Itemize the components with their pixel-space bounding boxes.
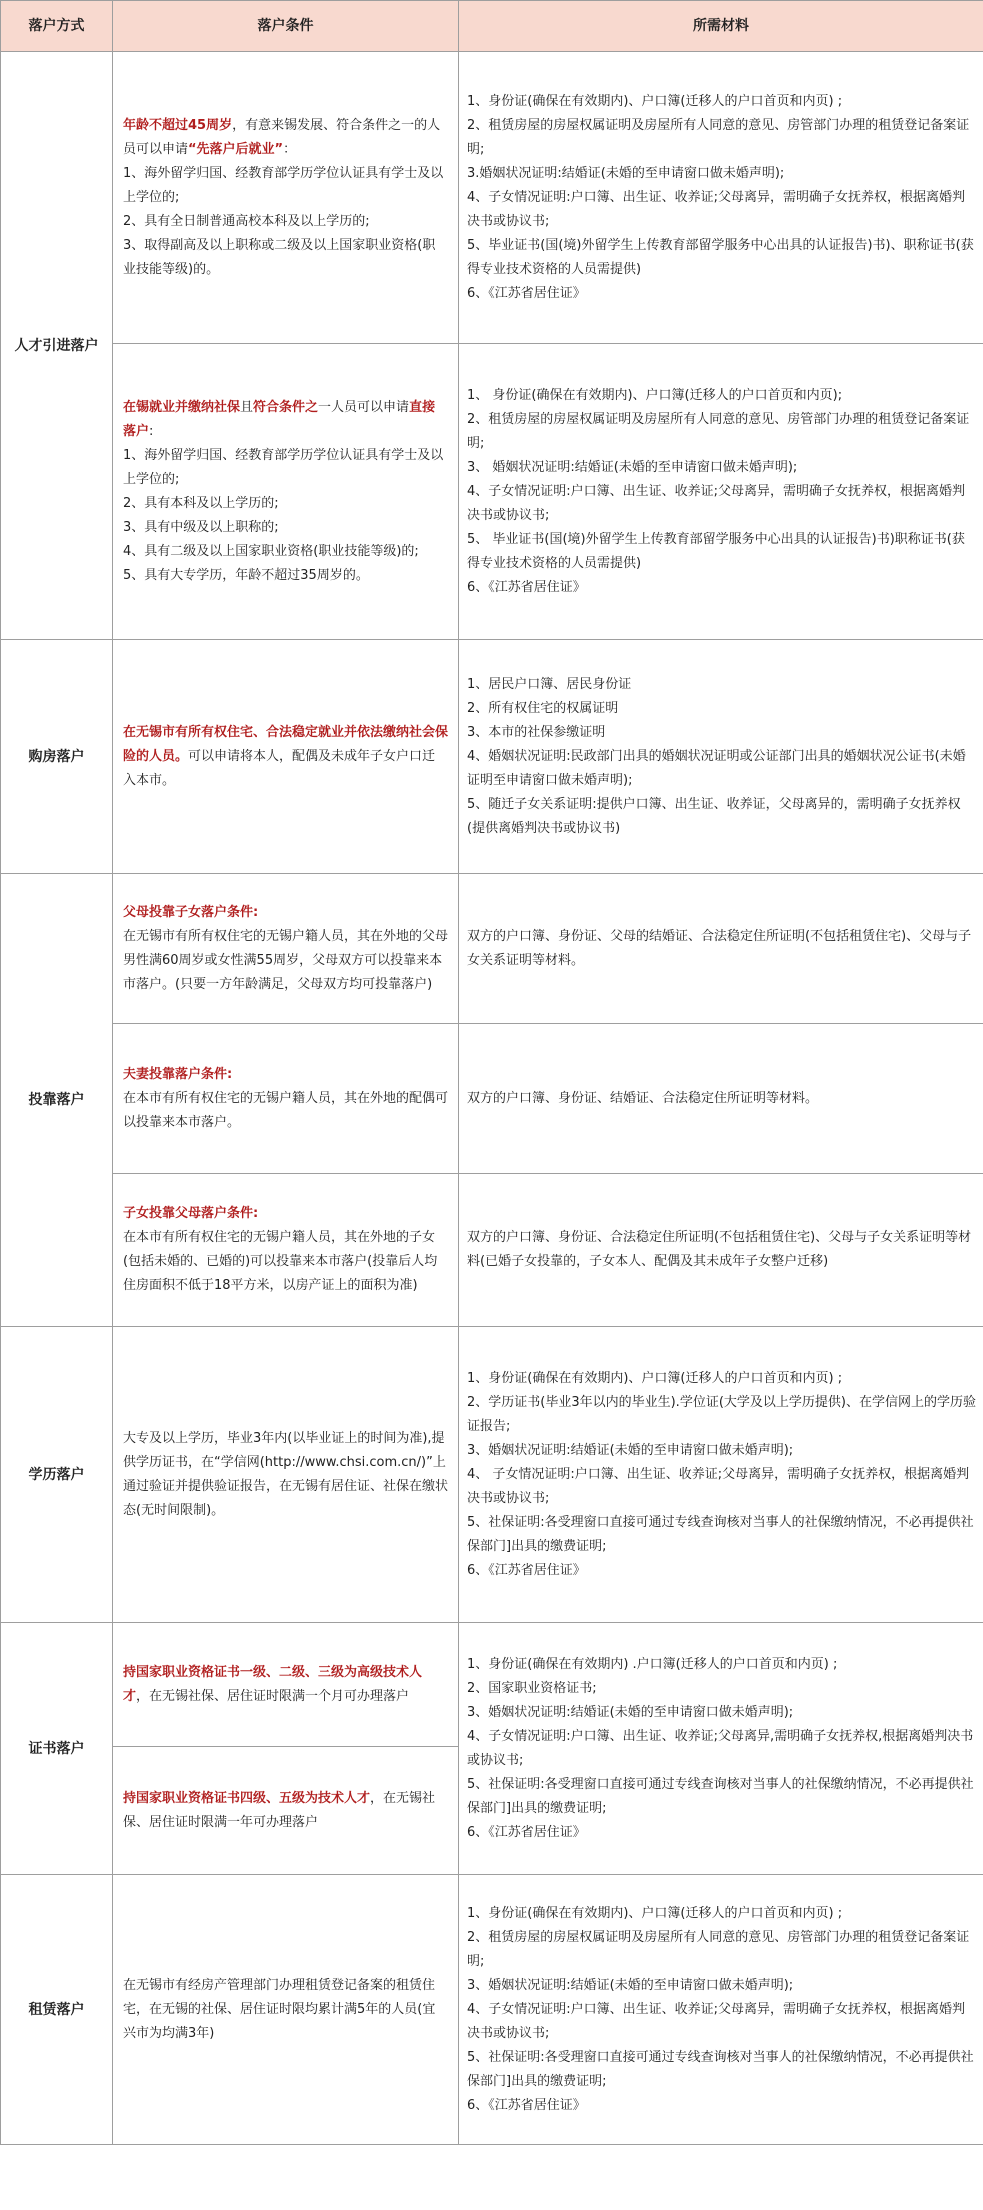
condition-certificate-senior xyxy=(113,1623,459,1747)
material-item: 1、身份证(确保在有效期内) .户口簿(迁移人的户口首页和内页) ; xyxy=(467,1656,838,1672)
material-item: 4、子女情况证明:户口簿、出生证、收养证;父母离异，需明确子女抚养权，根据离婚判决书或协议书; xyxy=(467,2001,966,2041)
condition-text: ，有意来锡发展、符合条件之一的人员可以申请 xyxy=(123,117,441,157)
material-item: 1、居民户口簿、居民身份证 xyxy=(467,676,632,692)
material-item: 4、子女情况证明:户口簿、出生证、收养证;父母离异，需明确子女抚养权，根据离婚判决书或协议书; xyxy=(467,189,966,229)
condition-relatives-children xyxy=(113,1174,459,1327)
condition-item: 2、具有本科及以上学历的; xyxy=(123,495,279,511)
material-item: 5、社保证明:各受理窗口直接可通过专线查询核对当事人的社保缴纳情况，不必再提供社保部门]出具的缴费证明; xyxy=(467,1514,974,1554)
material-item: 5、社保证明:各受理窗口直接可通过专线查询核对当事人的社保缴纳情况，不必再提供社保部门]出具的缴费证明; xyxy=(467,2049,974,2089)
condition-relatives-parents xyxy=(113,874,459,1024)
material-item: 2、租赁房屋的房屋权属证明及房屋所有人同意的意见、房管部门办理的租赁登记备案证明; xyxy=(467,117,970,157)
material-item: 4、子女情况证明:户口簿、出生证、收养证;父母离异,需明确子女抚养权,根据离婚判决书或协议书; xyxy=(467,1728,974,1768)
condition-house xyxy=(113,640,459,874)
material-item: 2、所有权住宅的权属证明 xyxy=(467,700,619,716)
highlight-text: 在无锡市有所有权住宅、合法稳定就业并依法缴纳社会保险的人员。 xyxy=(123,724,449,764)
table-row xyxy=(1,344,983,640)
condition-education: 大专及以上学历，毕业3年内(以毕业证上的时间为准),提供学历证书，在“学信网(http://www.chsi.com.cn/)”上通过验证并提供验证报告，在无锡有居住证、社保在缴状态(无时间限制)。 xyxy=(113,1327,459,1623)
materials-house xyxy=(459,640,983,874)
table-row xyxy=(1,874,983,1024)
materials-certificate xyxy=(459,1623,983,1875)
table-header-row xyxy=(1,1,983,52)
condition-text: ，在无锡社保、居住证时限满一年可办理落户 xyxy=(123,1790,436,1830)
header-condition: 落户条件 xyxy=(113,1,459,52)
material-item: 2、学历证书(毕业3年以内的毕业生).学位证(大学及以上学历提供)、在学信网上的学历验证报告; xyxy=(467,1394,976,1434)
material-item: 1、身份证(确保在有效期内)、户口簿(迁移人的户口首页和内页) ; xyxy=(467,1905,843,1921)
condition-talent-2 xyxy=(113,344,459,640)
table-row xyxy=(1,52,983,344)
method-relatives: 投靠落户 xyxy=(1,874,113,1327)
material-item: 6、《江苏省居住证》 xyxy=(467,285,586,301)
material-item: 2、租赁房屋的房屋权属证明及房屋所有人同意的意见、房管部门办理的租赁登记备案证明; xyxy=(467,1929,970,1969)
materials-relatives-spouse: 双方的户口簿、身份证、结婚证、合法稳定住所证明等材料。 xyxy=(459,1024,983,1174)
header-materials: 所需材料 xyxy=(459,1,983,52)
highlight-text: 直接落户 xyxy=(123,399,436,439)
material-item: 3、本市的社保参缴证明 xyxy=(467,724,606,740)
condition-text: 且 xyxy=(240,399,254,415)
condition-text: 一人员可以申请 xyxy=(318,399,410,415)
highlight-text: 父母投靠子女落户条件: xyxy=(123,904,259,920)
condition-relatives-spouse xyxy=(113,1024,459,1174)
condition-item: 1、海外留学归国、经教育部学历学位认证具有学士及以上学位的; xyxy=(123,447,444,487)
method-certificate: 证书落户 xyxy=(1,1623,113,1875)
condition-text: 在无锡市有所有权住宅的无锡户籍人员，其在外地的父母男性满60周岁或女性满55周岁，父母双方可以投靠来本市落户。(只要一方年龄满足，父母双方均可投靠落户) xyxy=(123,928,449,992)
table-row xyxy=(1,1174,983,1327)
condition-item: 5、具有大专学历，年龄不超过35周岁的。 xyxy=(123,567,369,583)
highlight-text: 夫妻投靠落户条件: xyxy=(123,1066,233,1082)
highlight-text: 持国家职业资格证书四级、五级为技术人才 xyxy=(123,1790,371,1806)
material-item: 4、子女情况证明:户口簿、出生证、收养证;父母离异，需明确子女抚养权，根据离婚判决书或协议书; xyxy=(467,483,966,523)
material-item: 5、社保证明:各受理窗口直接可通过专线查询核对当事人的社保缴纳情况，不必再提供社保部门]出具的缴费证明; xyxy=(467,1776,974,1816)
materials-talent-2 xyxy=(459,344,983,640)
material-item: 3.婚姻状况证明:结婚证(未婚的至申请窗口做未婚声明); xyxy=(467,165,785,181)
condition-rent: 在无锡市有经房产管理部门办理租赁登记备案的租赁住宅，在无锡的社保、居住证时限均累计满5年的人员(宜兴市为均满3年) xyxy=(113,1875,459,2145)
material-item: 1、 身份证(确保在有效期内)、户口簿(迁移人的户口首页和内页); xyxy=(467,387,843,403)
condition-item: 3、取得副高及以上职称或二级及以上国家职业资格(职业技能等级)的。 xyxy=(123,237,436,277)
material-item: 6、《江苏省居住证》 xyxy=(467,1824,586,1840)
material-item: 3、婚姻状况证明:结婚证(未婚的至申请窗口做未婚声明); xyxy=(467,1704,794,1720)
highlight-text: 在锡就业并缴纳社保 xyxy=(123,399,241,415)
material-item: 4、婚姻状况证明:民政部门出具的婚姻状况证明或公证部门出具的婚姻状况公证书(未婚证明至申请窗口做未婚声明); xyxy=(467,748,966,788)
condition-talent-1 xyxy=(113,52,459,344)
material-item: 2、租赁房屋的房屋权属证明及房屋所有人同意的意见、房管部门办理的租赁登记备案证明; xyxy=(467,411,970,451)
method-house: 购房落户 xyxy=(1,640,113,874)
table-row xyxy=(1,1024,983,1174)
condition-text: 在本市有所有权住宅的无锡户籍人员，其在外地的子女(包括未婚的、已婚的)可以投靠来本市落户(投靠后人均住房面积不低于18平方米，以房产证上的面积为准) xyxy=(123,1230,438,1293)
highlight-text: 子女投靠父母落户条件: xyxy=(123,1206,259,1221)
material-item: 6、《江苏省居住证》 xyxy=(467,579,586,595)
table-row xyxy=(1,1875,983,2145)
highlight-text: 持国家职业资格证书一级、二级、三级为高级技术人才 xyxy=(123,1664,423,1704)
material-item: 3、婚姻状况证明:结婚证(未婚的至申请窗口做未婚声明); xyxy=(467,1977,794,1993)
materials-relatives-children: 双方的户口簿、身份证、合法稳定住所证明(不包括租赁住宅)、父母与子女关系证明等材料(已婚子女投靠的，子女本人、配偶及其未成年子女整户迁移) xyxy=(459,1174,983,1327)
table-row xyxy=(1,1327,983,1623)
condition-text: 在本市有所有权住宅的无锡户籍人员，其在外地的配偶可以投靠来本市落户。 xyxy=(123,1090,449,1130)
material-item: 1、身份证(确保在有效期内)、户口簿(迁移人的户口首页和内页) ; xyxy=(467,93,843,109)
condition-item: 3、具有中级及以上职称的; xyxy=(123,519,279,535)
highlight-text: 符合条件之 xyxy=(253,399,319,415)
material-item: 6、《江苏省居住证》 xyxy=(467,1562,586,1578)
material-item: 3、 婚姻状况证明:结婚证(未婚的至申请窗口做未婚声明); xyxy=(467,459,798,475)
method-talent: 人才引进落户 xyxy=(1,52,113,640)
material-item: 5、随迁子女关系证明:提供户口簿、出生证、收养证，父母离异的，需明确子女抚养权(提供离婚判决书或协议书) xyxy=(467,796,961,836)
materials-education xyxy=(459,1327,983,1623)
method-education: 学历落户 xyxy=(1,1327,113,1623)
condition-item: 4、具有二级及以上国家职业资格(职业技能等级)的; xyxy=(123,543,419,559)
material-item: 3、婚姻状况证明:结婚证(未婚的至申请窗口做未婚声明); xyxy=(467,1442,794,1458)
condition-text: : xyxy=(149,423,154,439)
condition-certificate-technical xyxy=(113,1747,459,1875)
materials-talent-1 xyxy=(459,52,983,344)
material-item: 5、 毕业证书(国(境)外留学生上传教育部留学服务中心出具的认证报告)书)职称证书(获得专业技术资格的人员需提供) xyxy=(467,531,965,571)
condition-text: ，在无锡社保、居住证时限满一个月可办理落户 xyxy=(136,1688,410,1704)
header-method: 落户方式 xyxy=(1,1,113,52)
materials-rent xyxy=(459,1875,983,2145)
condition-item: 2、具有全日制普通高校本科及以上学历的; xyxy=(123,213,370,229)
material-item: 4、 子女情况证明:户口簿、出生证、收养证;父母离异，需明确子女抚养权，根据离婚判决书或协议书; xyxy=(467,1466,970,1506)
table-row xyxy=(1,640,983,874)
condition-item: 1、海外留学归国、经教育部学历学位认证具有学士及以上学位的; xyxy=(123,165,444,205)
highlight-text: “先落户后就业” xyxy=(188,141,284,157)
materials-relatives-parents: 双方的户口簿、身份证、父母的结婚证、合法稳定住所证明(不包括租赁住宅)、父母与子女关系证明等材料。 xyxy=(459,874,983,1024)
material-item: 1、身份证(确保在有效期内)、户口簿(迁移人的户口首页和内页) ; xyxy=(467,1370,843,1386)
material-item: 6、《江苏省居住证》 xyxy=(467,2097,586,2113)
material-item: 5、毕业证书(国(境)外留学生上传教育部留学服务中心出具的认证报告)书)、职称证书(获得专业技术资格的人员需提供) xyxy=(467,237,974,277)
condition-text: 可以申请将本人，配偶及未成年子女户口迁入本市。 xyxy=(123,748,436,788)
condition-text: ： xyxy=(283,141,297,157)
method-rent: 租赁落户 xyxy=(1,1875,113,2145)
material-item: 2、国家职业资格证书; xyxy=(467,1680,597,1696)
table-row xyxy=(1,1623,983,1747)
highlight-text: 年龄不超过45周岁 xyxy=(123,117,233,133)
